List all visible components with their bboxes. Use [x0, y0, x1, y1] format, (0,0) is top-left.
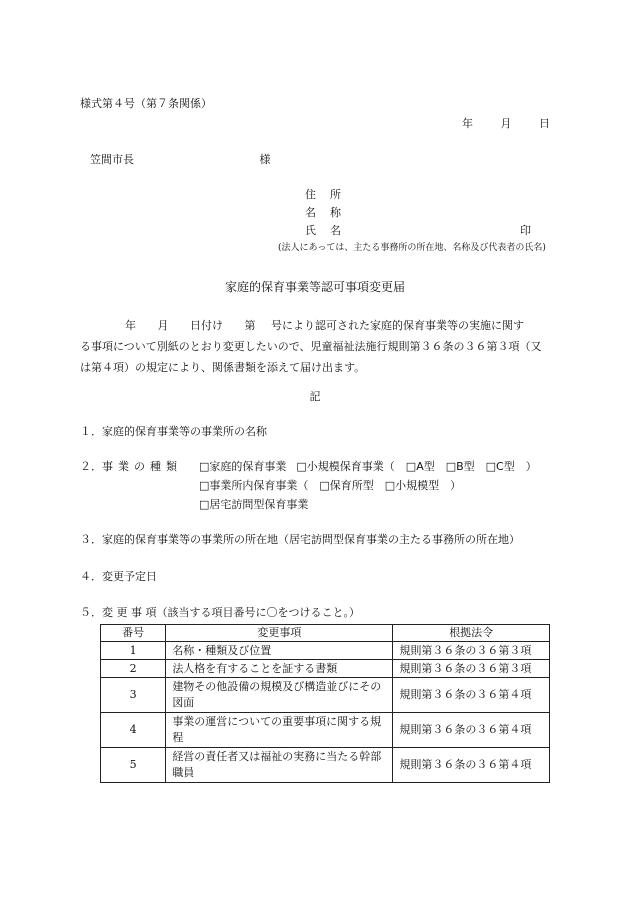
row-number: 4: [101, 713, 166, 748]
change-items-table: [100, 624, 550, 783]
name-label-char-1: 名: [305, 206, 316, 219]
item-2-options-row-2: [199, 479, 471, 493]
applicant-name-label: [305, 206, 341, 220]
item-2-options-row-1: [199, 460, 547, 474]
document-title: 家庭的保育事業等認可事項変更届: [224, 280, 405, 294]
body-line-1: [80, 315, 554, 336]
body-paragraph: [80, 315, 554, 378]
ki-heading: 記: [309, 390, 321, 403]
row-law: 規則第３６条の３６第４項: [393, 748, 550, 783]
row-law: 規則第３６条の３６第３項: [393, 660, 550, 678]
row-number: 2: [101, 660, 166, 678]
item-1: １．家庭的保育事業等の事業所の名称: [80, 425, 267, 438]
option-shokibo[interactable]: □小規模保育事業（ □A型 □B型 □C型 ）: [296, 460, 537, 473]
option-jigyoshonai[interactable]: □事業所内保育事業（ □保育所型 □小規模型 ）: [199, 479, 462, 492]
row-law: 規則第３６条の３６第４項: [393, 713, 550, 748]
form-number: 様式第４号（第７条関係）: [80, 97, 212, 110]
item-2-label: [80, 460, 182, 474]
address-label-char-1: 住: [305, 188, 316, 201]
header-number: 番号: [101, 625, 166, 642]
row-number: 5: [101, 748, 166, 783]
header-change-item: 変更事項: [166, 625, 393, 642]
body-no: 第: [244, 319, 256, 332]
applicant-address-label: [305, 188, 341, 202]
row-law: 規則第３６条の３６第４項: [393, 678, 550, 713]
row-item: 名称・種類及び位置: [166, 642, 393, 660]
row-item: 事業の運営についての重要事項に関する規程: [166, 713, 393, 748]
item-3: ３．家庭的保育事業等の事業所の所在地（居宅訪問型保育事業の主たる事務所の所在地）: [80, 533, 520, 546]
item-4: ４．変更予定日: [80, 570, 157, 583]
addressee-honorific: 様: [259, 153, 271, 166]
option-kyotaku[interactable]: □居宅訪問型保育事業: [199, 498, 309, 511]
row-item: 経営の責任者又は福祉の実務に当たる幹部職員: [166, 748, 393, 783]
submission-date: [438, 117, 550, 131]
row-law: 規則第３６条の３６第３項: [393, 642, 550, 660]
body-year: 年: [125, 319, 136, 332]
applicant-note: (法人にあっては、主たる事務所の所在地、名称及び代表者の氏名): [278, 243, 546, 253]
person-label-char-1: 氏: [305, 224, 316, 237]
item-2-options-row-3: [199, 498, 318, 512]
name-label-char-2: 称: [330, 206, 341, 219]
table-row[interactable]: [101, 660, 550, 678]
row-item: 建物その他設備の規模及び構造並びにその図面: [166, 678, 393, 713]
table-row[interactable]: [101, 748, 550, 783]
person-label-char-2: 名: [330, 224, 341, 237]
table-row[interactable]: [101, 713, 550, 748]
body-line-3: は第４項）の規定により、関係書類を添えて届け出ます。: [80, 361, 366, 374]
item-2-title: 事業の種類: [102, 460, 182, 473]
row-number: 1: [101, 642, 166, 660]
address-label-char-2: 所: [330, 188, 341, 201]
table-row[interactable]: [101, 678, 550, 713]
addressee-name: 笠間市長: [90, 153, 134, 166]
seal-mark: 印: [520, 224, 531, 237]
table-header-row: [101, 625, 550, 642]
item-2-prefix: ２．: [80, 460, 102, 473]
date-year-label: 年: [462, 117, 473, 130]
addressee: [90, 153, 271, 167]
body-date: 日付け: [190, 319, 223, 332]
header-legal-basis: 根拠法令: [393, 625, 550, 642]
row-number: 3: [101, 678, 166, 713]
option-kateiteki[interactable]: □家庭的保育事業: [199, 460, 287, 473]
applicant-person-label: [305, 224, 341, 238]
date-day-label: 日: [539, 117, 550, 130]
table-row[interactable]: [101, 642, 550, 660]
row-item: 法人格を有することを証する書類: [166, 660, 393, 678]
body-rest: 号により認可された家庭的保育事業等の実施に関す: [271, 319, 524, 332]
body-line-2: る事項について別紙のとおり変更したいので、児童福祉法施行規則第３６条の３６第３項（又: [80, 340, 542, 353]
date-month-label: 月: [500, 117, 512, 130]
body-month: 月: [157, 319, 169, 332]
item-5: ５．変 更 事 項（該当する項目番号に〇をつけること。）: [80, 606, 360, 619]
